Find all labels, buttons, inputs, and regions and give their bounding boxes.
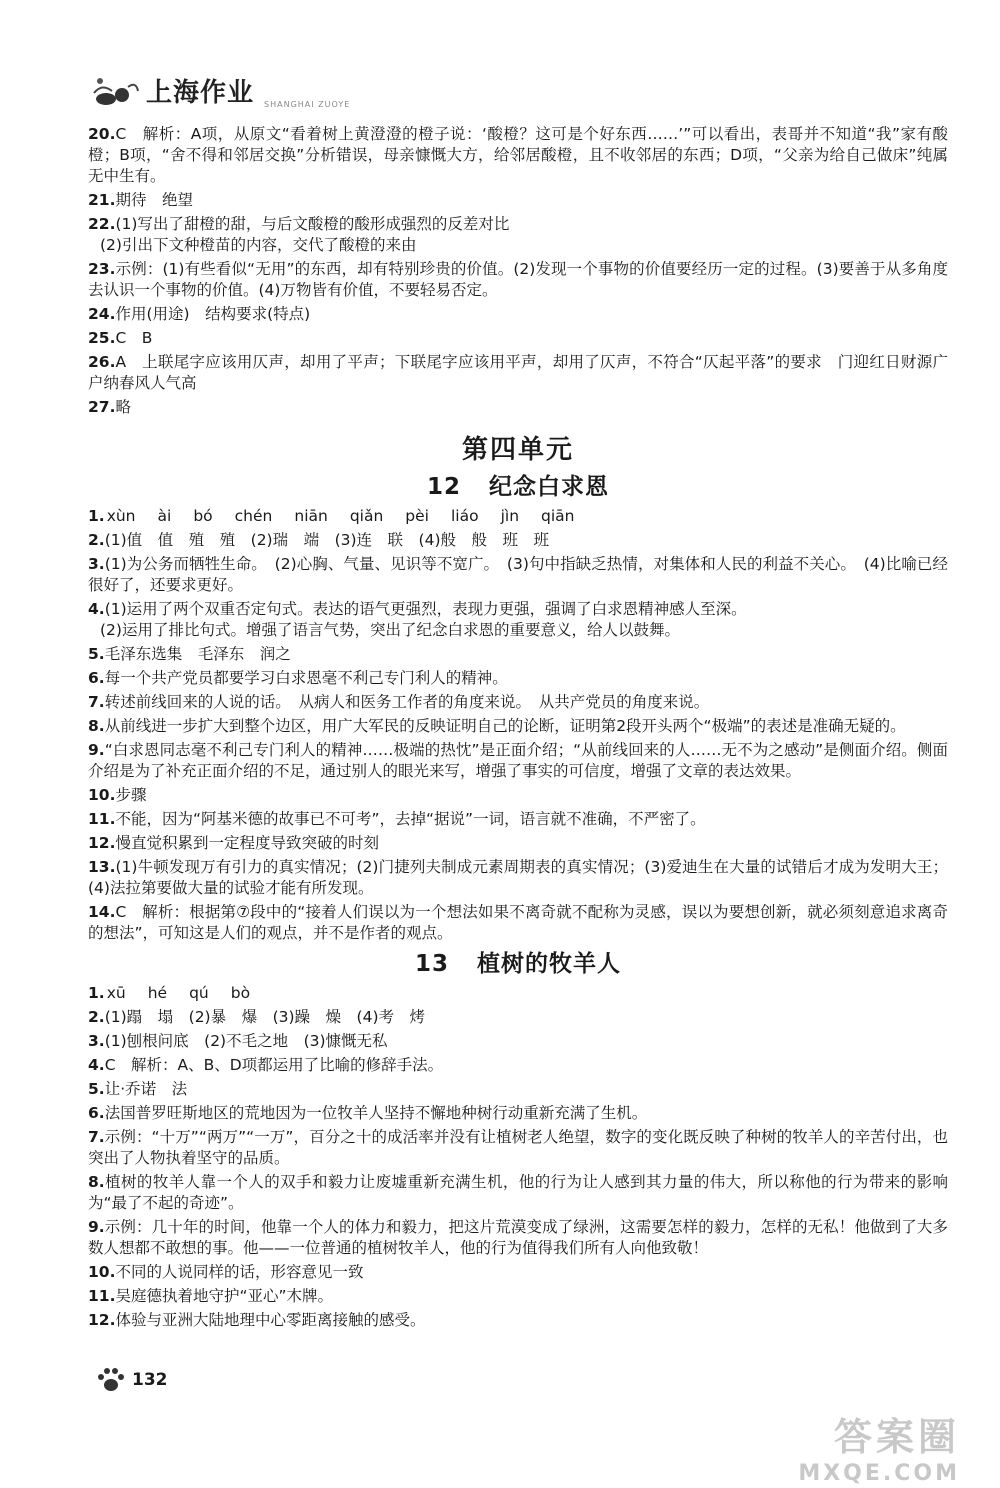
watermark-bottom: MXQE.COM [798,1461,960,1486]
item-text: C 解析：根据第⑦段中的“接着人们误以为一个想法如果不离奇就不配称为灵感，误以为要想创新，就必须刻意追求离奇的想法”，可知这是人们的观点，并不是作者的观点。 [88,903,948,942]
item-number: 14. [88,903,116,921]
item-number: 2. [88,531,105,549]
pinyin-row [107,507,597,525]
lesson-12-name: 纪念白求恩 [489,474,609,500]
unit-title: 第四单元 [461,435,574,465]
item-number: 24. [88,305,116,323]
item-text: 略 [115,398,131,416]
answer-item [88,1103,948,1124]
answer-item [88,833,948,854]
item-number: 27. [88,398,116,416]
item-number: 12. [88,1311,116,1329]
mascot-icon [92,73,140,109]
answer-item [88,352,964,394]
item-text: (1)运用了两个双重否定句式。表达的语气更强烈，表现力更强，强调了白求恩精神感人至深。 [104,600,747,618]
pinyin-syllable: hé [147,984,168,1002]
pinyin-syllable: chén [234,507,273,525]
answer-item [88,1031,948,1052]
item-number: 10. [88,1263,116,1281]
answer-item [88,1310,948,1331]
item-text: 体验与亚洲大陆地理中心零距离接触的感受。 [115,1311,426,1329]
answer-item [88,530,948,551]
item-text: (1)为公务而牺牲生命。 (2)心胸、气量、见识等不宽广。 (3)句中指缺乏热情，对集体和人民的利益不关心。 (4)比喻已经很好了，还要求更好。 [88,555,948,594]
item-number: 25. [88,329,116,347]
page-number: 132 [132,1370,168,1390]
item-number: 26. [88,353,116,371]
item-text: (1)蹋 塌 (2)暴 爆 (3)躁 燥 (4)考 烤 [104,1008,426,1026]
pinyin-syllable: qiǎn [349,507,384,525]
item-number: 13. [88,858,116,876]
item-number: 8. [88,1173,105,1191]
item-number: 5. [88,1080,105,1098]
item-number: 1. [88,507,105,525]
pinyin-syllable: liáo [450,507,479,525]
item-number: 10. [88,786,116,804]
answer-item [88,259,948,301]
answer-item [88,668,948,689]
item-number: 20. [88,125,116,143]
item-text: 每一个共产党员都要学习白求恩毫不利己专门利人的精神。 [104,669,508,687]
pinyin-syllable: qú [189,984,209,1002]
item-text: (2)引出下文种橙苗的内容，交代了酸橙的来由 [100,236,417,254]
item-text: 示例：(1)有些看似“无用”的东西，却有特别珍贵的价值。(2)发现一个事物的价值要经历一定的过程。(3)要善于从多角度去认识一个事物的价值。(4)万物皆有价值，不要轻易否定。 [88,260,948,299]
header-logo [92,72,350,109]
item-number: 3. [88,1032,105,1050]
answer-item [88,692,948,713]
answer-item [88,809,948,830]
answer-item [88,304,948,325]
pinyin-syllable: bó [193,507,213,525]
item-text: “白求恩同志毫不利己专门利人的精神……极端的热忱”是正面介绍；“从前线回来的人……无不为之感动”是侧面介绍。侧面介绍是为了补充正面介绍的不足，通过别人的眼光来写，增强了事实的可信度，增强了文章的表达效果。 [88,741,948,780]
item-text: 步骤 [115,786,147,804]
item-text: 吴庭德执着地守护“亚心”木牌。 [115,1287,334,1305]
answers-lesson-12 [88,530,948,944]
item-text: 慢直觉积累到一定程度导致突破的时刻 [115,834,379,852]
answer-item [88,857,948,899]
watermark-top: 答案圈 [833,1415,960,1459]
pinyin-row [107,984,272,1002]
item-number: 7. [88,1128,105,1146]
answer-item [88,124,948,187]
item-number: 4. [88,1056,105,1074]
item-text: 转述前线回来的人说的话。 从病人和医务工作者的角度来说。 从共产党员的角度来说。 [104,693,710,711]
item-text: (1)刨根问底 (2)不毛之地 (3)慷慨无私 [104,1032,388,1050]
answer-item [88,1127,948,1169]
answer-item [88,1007,948,1028]
item-text: 不能，因为“阿基米德的故事已不可考”，去掉“据说”一词，语言就不准确，不严密了。 [115,810,706,828]
answer-item [88,214,948,256]
item-number: 2. [88,1008,105,1026]
item-number: 9. [88,741,105,759]
logo-text: 上海作业 [146,78,255,108]
item-text: 植树的牧羊人靠一个人的双手和毅力让废墟重新充满生机，他的行为让人感到其力量的伟大，所以称他的行为带来的影响为“最了不起的奇迹”。 [88,1173,948,1212]
lesson-13-title [88,951,948,977]
item-text: 让·乔诺 法 [104,1080,188,1098]
lesson-13-number: 13 [414,951,449,977]
item-number: 1. [88,984,105,1002]
pinyin-syllable: xū [106,984,126,1002]
page-footer [96,1366,168,1394]
lesson-13-pinyin [88,983,948,1004]
answer-item [88,554,948,596]
pinyin-syllable: niān [294,507,328,525]
item-text: (1)牛顿发现万有引力的真实情况；(2)门捷列夫制成元素周期表的真实情况；(3)爱迪生在大量的试错后才成为发明大王；(4)法拉第要做大量的试验才能有所发现。 [88,858,948,897]
pinyin-syllable: xùn [106,507,136,525]
item-number: 5. [88,645,105,663]
item-number: 12. [88,834,116,852]
item-text: (2)运用了排比句式。增强了语言气势，突出了纪念白求恩的重要意义，给人以鼓舞。 [100,621,680,639]
answer-item [88,1217,948,1259]
item-number: 8. [88,717,105,735]
item-number: 23. [88,260,116,278]
answers-unit3 [88,124,964,418]
item-text: 示例：“十万”“两万”“一万”，百分之十的成活率并没有让植树老人绝望，数字的变化既反映了种树的牧羊人的辛苦付出，也突出了人物执着坚守的品质。 [88,1128,948,1167]
answer-item [88,1172,948,1214]
item-text: 作用(用途) 结构要求(特点) [115,305,311,323]
answer-item [88,740,948,782]
pinyin-syllable: pèi [405,507,429,525]
lesson-12-pinyin [88,506,948,527]
answer-item [88,190,948,211]
pinyin-syllable: bò [230,984,251,1002]
item-text: 期待 绝望 [115,191,193,209]
pinyin-syllable: jìn [500,507,520,525]
item-number: 6. [88,669,105,687]
item-text: C 解析：A、B、D项都运用了比喻的修辞手法。 [104,1056,444,1074]
item-number: 9. [88,1218,105,1236]
item-number: 11. [88,1287,116,1305]
answer-item [88,785,948,806]
item-text: C B [115,329,153,347]
lesson-12-title [88,474,948,500]
answer-item [88,1079,948,1100]
lesson-12-number: 12 [426,474,461,500]
answer-item [88,1262,948,1283]
watermark [798,1406,960,1486]
answers-lesson-13 [88,1007,948,1331]
pinyin-syllable: ài [157,507,172,525]
answer-item [88,644,948,665]
item-text: 不同的人说同样的话，形容意见一致 [115,1263,364,1281]
logo-subtitle: SHANGHAI ZUOYE [264,100,351,109]
item-text: C 解析：A项，从原文“看着树上黄澄澄的橙子说：‘酸橙？这可是个好东西……’”可以看出，表哥并不知道“我”家有酸橙；B项，“舍不得和邻居交换”分析错误，母亲慷慨大方，给邻居酸橙，且不收邻居的东西；D项，“父亲为给自己做床”纯属无中生有。 [88,125,948,185]
answer-item [88,328,948,349]
item-number: 6. [88,1104,105,1122]
item-text: 示例：几十年的时间，他靠一个人的体力和毅力，把这片荒漠变成了绿洲，这需要怎样的毅力，怎样的无私！他做到了大多数人想都不敢想的事。他——一位普通的植树牧羊人，他的行为值得我们所有人向他致敬！ [88,1218,948,1257]
paw-icon [96,1366,126,1394]
item-number: 21. [88,191,116,209]
pinyin-syllable: qiān [541,507,575,525]
answer-item [88,1286,948,1307]
item-text: (1)值 值 殖 殖 (2)瑞 端 (3)连 联 (4)般 般 班 班 [104,531,550,549]
answer-item [88,1055,948,1076]
answer-content [88,124,964,1334]
item-text: 毛泽东选集 毛泽东 润之 [104,645,291,663]
item-number: 11. [88,810,116,828]
answer-item [88,902,948,944]
item-number: 7. [88,693,105,711]
item-number: 22. [88,215,116,233]
item-number: 4. [88,600,105,618]
lesson-13-name: 植树的牧羊人 [477,951,621,977]
answer-item [88,397,948,418]
item-text: 法国普罗旺斯地区的荒地因为一位牧羊人坚持不懈地种树行动重新充满了生机。 [104,1104,648,1122]
answer-item [88,599,948,641]
item-text: A 上联尾字应该用仄声，却用了平声；下联尾字应该用平声，却用了仄声，不符合“仄起平落”的要求 门迎红日财源广 户纳春风人气高 [88,353,964,392]
answer-item [88,716,948,737]
item-number: 3. [88,555,105,573]
item-text: 从前线进一步扩大到整个边区，用广大军民的反映证明自己的论断，证明第2段开头两个“极端”的表述是准确无疑的。 [104,717,906,735]
item-text: (1)写出了甜橙的甜，与后文酸橙的酸形成强烈的反差对比 [115,215,510,233]
